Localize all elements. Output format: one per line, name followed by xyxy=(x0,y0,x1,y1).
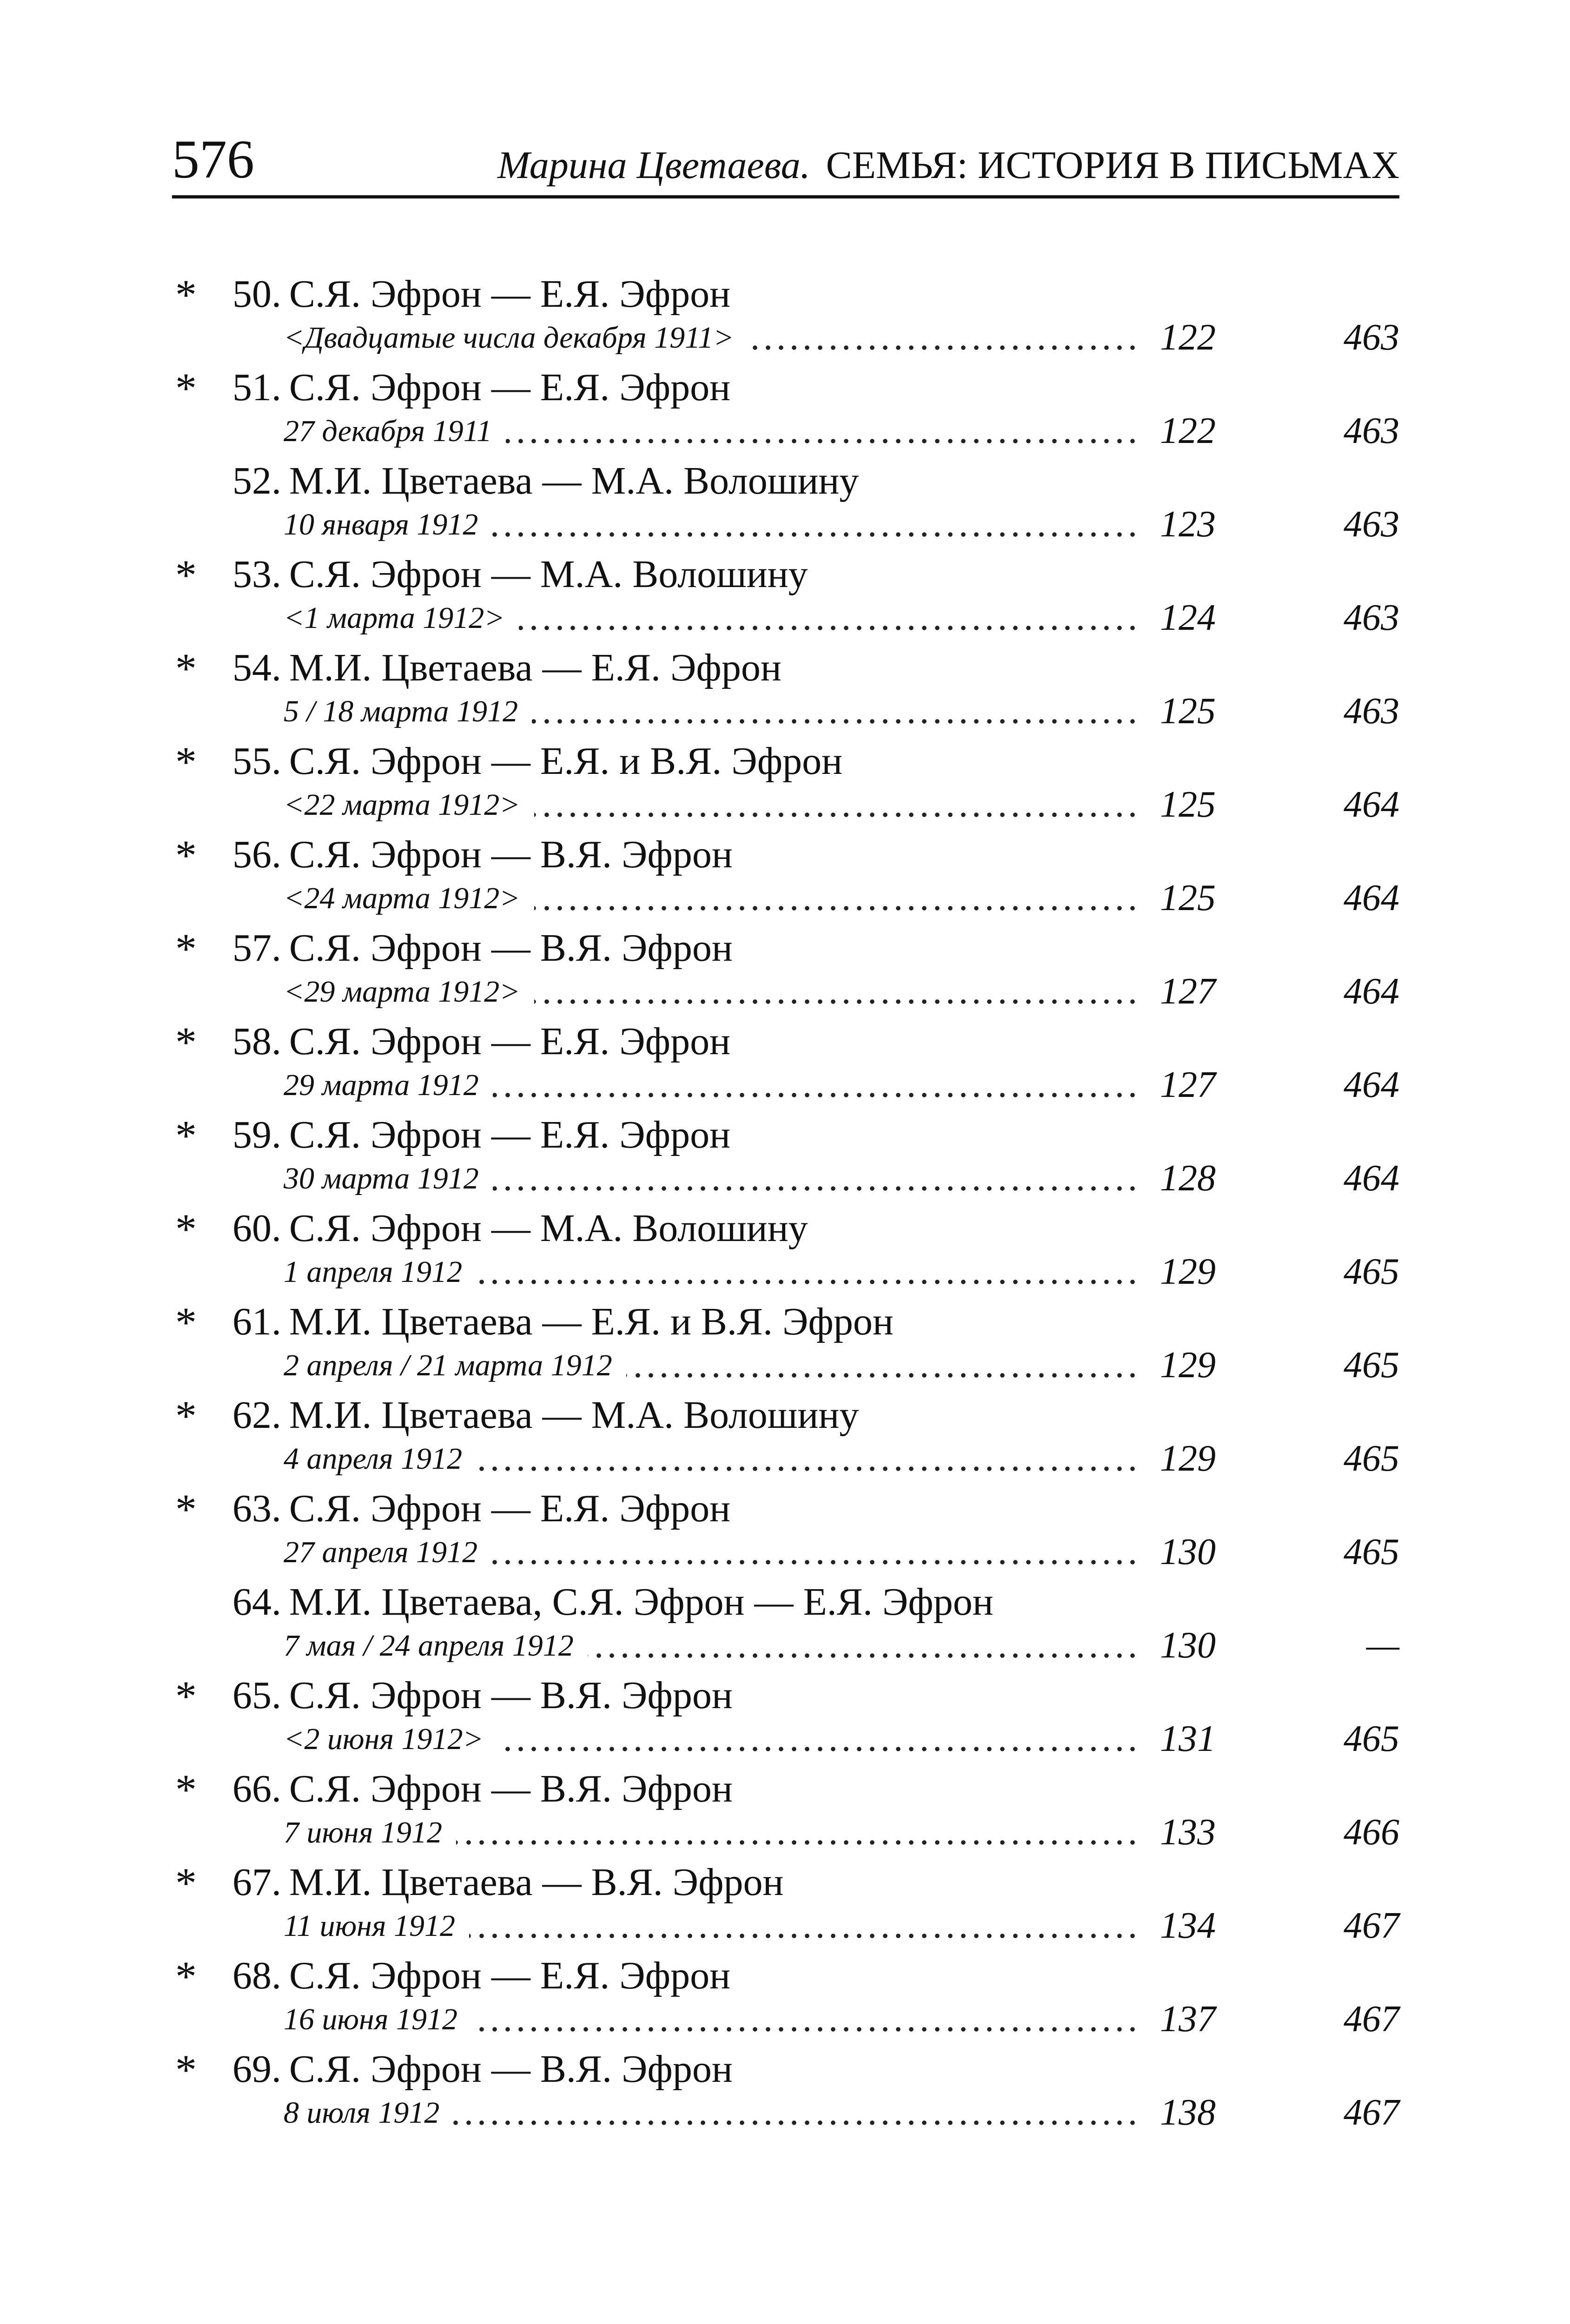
commentary-marker: * xyxy=(175,1018,197,1066)
entry-number: 65. xyxy=(232,1674,281,1717)
toc-entry xyxy=(172,1110,1399,1204)
entry-number: 53. xyxy=(232,553,281,596)
entry-page: 129 xyxy=(1160,1251,1216,1292)
entry-title: М.И. Цветаева — М.А. Волошину xyxy=(289,459,859,502)
entry-date: <29 марта 1912> xyxy=(284,975,520,1009)
entry-page: 124 xyxy=(1160,597,1216,638)
entry-title: С.Я. Эфрон — В.Я. Эфрон xyxy=(289,1767,733,1810)
dot-leader xyxy=(588,1653,1139,1658)
dot-leader xyxy=(497,1746,1139,1752)
entry-date: <24 марта 1912> xyxy=(284,881,520,915)
commentary-marker: * xyxy=(175,1486,197,1533)
entry-page: 129 xyxy=(1160,1438,1216,1479)
entry-title: С.Я. Эфрон — Е.Я. Эфрон xyxy=(289,1113,731,1156)
toc-entry xyxy=(172,1951,1399,2045)
toc-entry xyxy=(172,1764,1399,1858)
entry-date: <Двадцатые числа декабря 1911> xyxy=(284,321,734,355)
entry-title: М.И. Цветаева — В.Я. Эфрон xyxy=(289,1861,784,1904)
entry-title-line xyxy=(172,737,1399,786)
entry-title-line xyxy=(172,363,1399,412)
entry-detail-line xyxy=(284,1999,1399,2040)
entry-page: 138 xyxy=(1160,2092,1216,2133)
dot-leader xyxy=(491,1559,1139,1565)
running-header xyxy=(172,125,1399,198)
commentary-marker: * xyxy=(175,1766,197,1813)
entry-date: 29 марта 1912 xyxy=(284,1068,479,1102)
entry-detail-line xyxy=(284,1532,1399,1572)
entry-title-line xyxy=(172,1391,1399,1439)
entry-number: 52. xyxy=(232,459,281,502)
entry-title: С.Я. Эфрон — В.Я. Эфрон xyxy=(289,1674,733,1717)
entry-date: 27 апреля 1912 xyxy=(284,1535,478,1569)
commentary-marker: * xyxy=(175,1112,197,1159)
dot-leader xyxy=(506,438,1139,444)
entry-date: <1 марта 1912> xyxy=(284,601,505,635)
commentary-page: 464 xyxy=(1344,784,1399,825)
entry-number: 61. xyxy=(232,1300,281,1343)
dot-leader xyxy=(626,1373,1139,1378)
entry-detail-line xyxy=(284,878,1399,918)
commentary-marker: * xyxy=(175,925,197,972)
commentary-page: 464 xyxy=(1344,878,1399,918)
toc-entry xyxy=(172,737,1399,830)
dot-leader xyxy=(476,1279,1139,1285)
entry-page: 122 xyxy=(1160,410,1216,451)
entry-detail-line xyxy=(284,1718,1399,1759)
entry-title-line xyxy=(172,1858,1399,1907)
entry-page: 130 xyxy=(1160,1532,1216,1572)
entry-detail-line xyxy=(284,597,1399,638)
entry-number: 54. xyxy=(232,646,281,689)
commentary-marker: * xyxy=(175,1299,197,1346)
entry-detail-line xyxy=(284,1064,1399,1105)
book-title: СЕМЬЯ: ИСТОРИЯ В ПИСЬМАХ xyxy=(826,144,1399,187)
entry-date: 5 / 18 марта 1912 xyxy=(284,694,518,728)
entry-date: 4 апреля 1912 xyxy=(284,1442,463,1476)
entry-detail-line xyxy=(284,971,1399,1012)
entry-title: С.Я. Эфрон — Е.Я. Эфрон xyxy=(289,366,731,409)
entry-number: 64. xyxy=(232,1580,281,1624)
toc-entry xyxy=(172,1204,1399,1297)
entry-date: 30 марта 1912 xyxy=(284,1162,479,1195)
commentary-page: 466 xyxy=(1344,1812,1399,1853)
entry-detail-line xyxy=(284,1625,1399,1666)
commentary-page: 465 xyxy=(1344,1251,1399,1292)
entry-detail-line xyxy=(284,317,1399,358)
entry-detail-line xyxy=(284,1251,1399,1292)
entry-page: 122 xyxy=(1160,317,1216,358)
entry-title-line xyxy=(172,643,1399,692)
entry-page: 125 xyxy=(1160,691,1216,732)
entry-title-line xyxy=(172,1110,1399,1159)
entry-number: 57. xyxy=(232,926,281,970)
dot-leader xyxy=(534,905,1139,911)
commentary-marker: * xyxy=(175,551,197,599)
entry-title: С.Я. Эфрон — М.А. Волошину xyxy=(289,1207,808,1250)
entry-title-line xyxy=(172,550,1399,599)
dot-leader xyxy=(493,1092,1139,1098)
commentary-marker: * xyxy=(175,1392,197,1439)
toc-entry xyxy=(172,1484,1399,1578)
entry-detail-line xyxy=(284,691,1399,732)
commentary-page: 464 xyxy=(1344,971,1399,1012)
entry-date: 1 апреля 1912 xyxy=(284,1255,463,1289)
entry-page: 131 xyxy=(1160,1718,1216,1759)
entry-date: 27 декабря 1911 xyxy=(284,414,492,448)
entry-number: 62. xyxy=(232,1393,281,1437)
table-of-contents xyxy=(172,270,1399,2138)
entry-title-line xyxy=(172,1017,1399,1066)
entry-title-line xyxy=(172,1484,1399,1533)
commentary-page: 465 xyxy=(1344,1438,1399,1479)
entry-date: 7 июня 1912 xyxy=(284,1816,442,1849)
entry-detail-line xyxy=(284,1158,1399,1199)
toc-entry xyxy=(172,1671,1399,1764)
commentary-page: 463 xyxy=(1344,504,1399,545)
entry-title: М.И. Цветаева, С.Я. Эфрон — Е.Я. Эфрон xyxy=(289,1580,994,1624)
toc-entry xyxy=(172,1578,1399,1671)
commentary-page: 465 xyxy=(1344,1532,1399,1572)
page-number: 576 xyxy=(172,129,254,190)
dot-leader xyxy=(493,1186,1139,1191)
toc-entry xyxy=(172,2045,1399,2138)
toc-entry xyxy=(172,270,1399,363)
entry-number: 63. xyxy=(232,1487,281,1530)
entry-title: С.Я. Эфрон — В.Я. Эфрон xyxy=(289,926,733,970)
entry-page: 125 xyxy=(1160,878,1216,918)
entry-detail-line xyxy=(284,2092,1399,2133)
entry-page: 125 xyxy=(1160,784,1216,825)
entry-detail-line xyxy=(284,1345,1399,1386)
commentary-marker: * xyxy=(175,1859,197,1907)
dot-leader xyxy=(476,1466,1139,1472)
commentary-page: 463 xyxy=(1344,691,1399,732)
commentary-marker: * xyxy=(175,271,197,318)
dot-leader xyxy=(748,345,1139,350)
entry-title: С.Я. Эфрон — Е.Я. и В.Я. Эфрон xyxy=(289,739,843,783)
commentary-marker: * xyxy=(175,738,197,786)
entry-number: 58. xyxy=(232,1020,281,1063)
toc-entry xyxy=(172,1858,1399,1951)
entry-title: С.Я. Эфрон — В.Я. Эфрон xyxy=(289,833,733,876)
entry-title: С.Я. Эфрон — М.А. Волошину xyxy=(289,553,808,596)
commentary-marker: * xyxy=(175,1205,197,1253)
entry-page: 127 xyxy=(1160,1064,1216,1105)
entry-detail-line xyxy=(284,784,1399,825)
entry-date: 8 июля 1912 xyxy=(284,2096,440,2130)
entry-title-line xyxy=(172,1578,1399,1626)
dot-leader xyxy=(534,999,1139,1004)
entry-date: 10 января 1912 xyxy=(284,508,478,541)
commentary-page: 463 xyxy=(1344,410,1399,451)
entry-number: 56. xyxy=(232,833,281,876)
entry-page: 127 xyxy=(1160,971,1216,1012)
toc-entry xyxy=(172,363,1399,456)
entry-number: 59. xyxy=(232,1113,281,1156)
entry-detail-line xyxy=(284,1812,1399,1853)
entry-title: М.И. Цветаева — Е.Я. и В.Я. Эфрон xyxy=(289,1300,894,1343)
commentary-page: 465 xyxy=(1344,1345,1399,1386)
commentary-marker: * xyxy=(175,1672,197,1720)
entry-title-line xyxy=(172,2045,1399,2093)
author-name: Марина Цветаева. xyxy=(497,144,810,187)
entry-title-line xyxy=(172,1297,1399,1346)
entry-title-line xyxy=(172,830,1399,879)
toc-entry xyxy=(172,1017,1399,1110)
toc-entry xyxy=(172,1391,1399,1484)
entry-title-line xyxy=(172,924,1399,972)
dot-leader xyxy=(492,532,1139,537)
entry-number: 50. xyxy=(232,272,281,316)
commentary-page: 467 xyxy=(1344,1905,1399,1946)
entry-page: 130 xyxy=(1160,1625,1216,1666)
entry-number: 69. xyxy=(232,2047,281,2091)
entry-date: 2 апреля / 21 марта 1912 xyxy=(284,1348,612,1382)
entry-date: 16 июня 1912 xyxy=(284,2002,457,2036)
commentary-marker: * xyxy=(175,645,197,692)
entry-page: 134 xyxy=(1160,1905,1216,1946)
dot-leader xyxy=(456,1840,1139,1845)
commentary-page: 467 xyxy=(1344,1999,1399,2040)
running-title xyxy=(497,146,1399,185)
entry-page: 137 xyxy=(1160,1999,1216,2040)
entry-title-line xyxy=(172,1764,1399,1813)
entry-detail-line xyxy=(284,1905,1399,1946)
entry-title: М.И. Цветаева — Е.Я. Эфрон xyxy=(289,646,782,689)
commentary-page: 463 xyxy=(1344,597,1399,638)
entry-page: 133 xyxy=(1160,1812,1216,1853)
commentary-page: 465 xyxy=(1344,1718,1399,1759)
entry-date: <22 марта 1912> xyxy=(284,788,520,822)
entry-number: 60. xyxy=(232,1207,281,1250)
entry-title-line xyxy=(172,456,1399,505)
commentary-marker: * xyxy=(175,2046,197,2093)
entry-number: 66. xyxy=(232,1767,281,1810)
entry-title-line xyxy=(172,270,1399,318)
toc-entry xyxy=(172,1297,1399,1391)
entry-date: 7 мая / 24 апреля 1912 xyxy=(284,1629,574,1663)
entry-detail-line xyxy=(284,1438,1399,1479)
commentary-page: 467 xyxy=(1344,2092,1399,2133)
entry-title: С.Я. Эфрон — Е.Я. Эфрон xyxy=(289,272,731,316)
entry-date: <2 июня 1912> xyxy=(284,1722,484,1756)
commentary-page: 464 xyxy=(1344,1158,1399,1199)
entry-title: С.Я. Эфрон — В.Я. Эфрон xyxy=(289,2047,733,2091)
dot-leader xyxy=(534,812,1139,818)
toc-entry xyxy=(172,456,1399,550)
commentary-page: 463 xyxy=(1344,317,1399,358)
entry-title: М.И. Цветаева — М.А. Волошину xyxy=(289,1393,859,1437)
entry-detail-line xyxy=(284,410,1399,451)
toc-entry xyxy=(172,830,1399,924)
entry-date: 11 июня 1912 xyxy=(284,1909,456,1943)
dot-leader xyxy=(469,1933,1139,1939)
commentary-page: 464 xyxy=(1344,1064,1399,1105)
commentary-page: — xyxy=(1366,1625,1399,1666)
entry-title: С.Я. Эфрон — Е.Я. Эфрон xyxy=(289,1954,731,1997)
entry-page: 123 xyxy=(1160,504,1216,545)
entry-title-line xyxy=(172,1204,1399,1253)
toc-entry xyxy=(172,550,1399,643)
entry-page: 128 xyxy=(1160,1158,1216,1199)
entry-number: 68. xyxy=(232,1954,281,1997)
dot-leader xyxy=(453,2120,1139,2126)
entry-title-line xyxy=(172,1671,1399,1720)
entry-number: 67. xyxy=(232,1861,281,1904)
entry-number: 55. xyxy=(232,739,281,783)
entry-page: 129 xyxy=(1160,1345,1216,1386)
entry-title-line xyxy=(172,1951,1399,2000)
toc-entry xyxy=(172,643,1399,737)
commentary-marker: * xyxy=(175,832,197,879)
dot-leader xyxy=(471,2027,1139,2032)
entry-detail-line xyxy=(284,504,1399,545)
commentary-marker: * xyxy=(175,364,197,412)
entry-title: С.Я. Эфрон — Е.Я. Эфрон xyxy=(289,1020,731,1063)
toc-entry xyxy=(172,924,1399,1017)
dot-leader xyxy=(532,719,1139,724)
entry-number: 51. xyxy=(232,366,281,409)
entry-title: С.Я. Эфрон — Е.Я. Эфрон xyxy=(289,1487,731,1530)
commentary-marker: * xyxy=(175,1953,197,2000)
dot-leader xyxy=(519,625,1139,631)
